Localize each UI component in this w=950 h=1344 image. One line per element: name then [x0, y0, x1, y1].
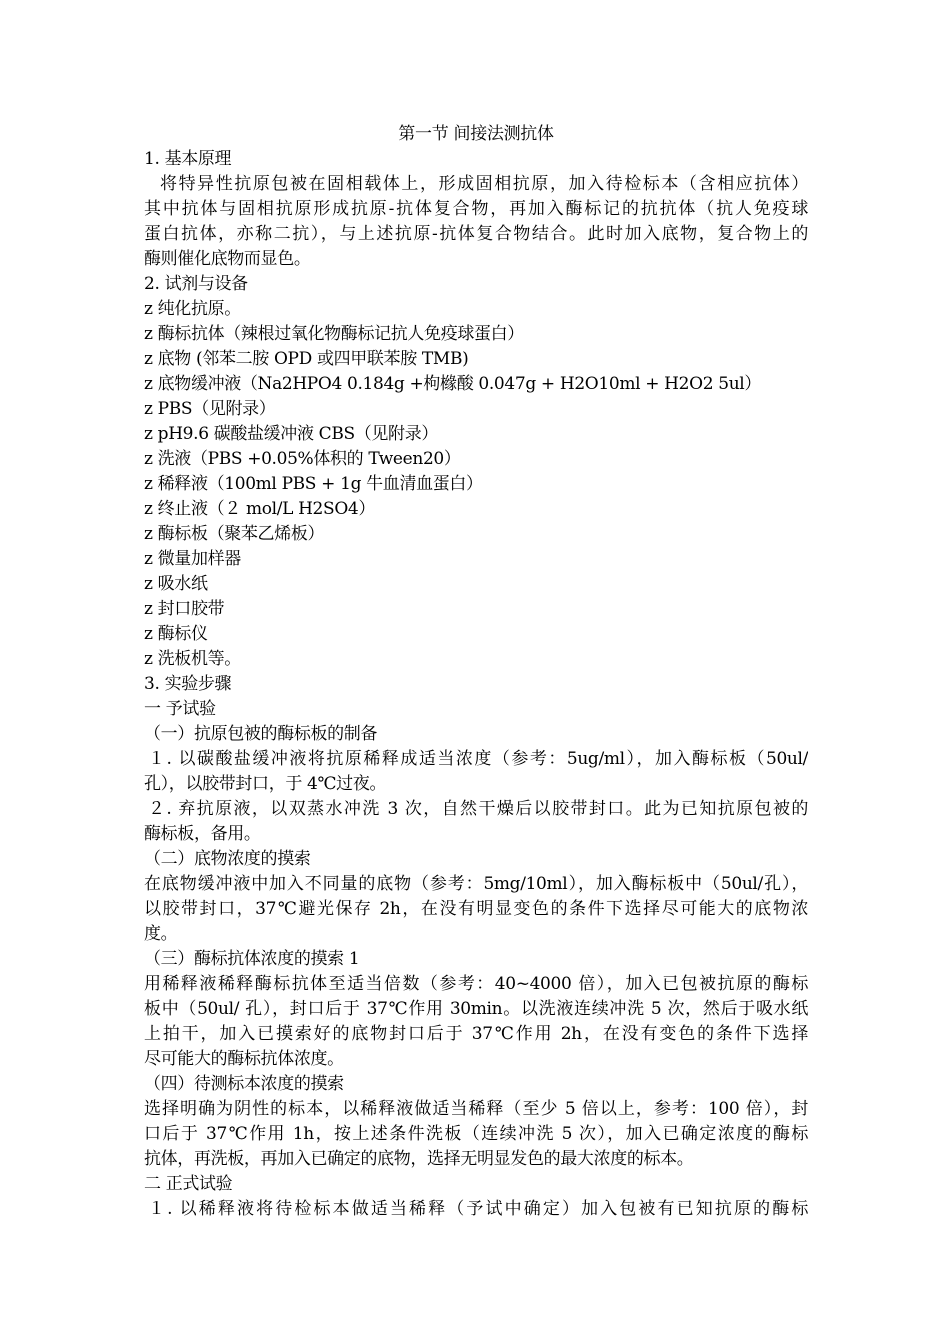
text-line: 孔），以胶带封口，于 4℃过夜。: [144, 774, 387, 794]
text-line: 酶则催化底物而显色。: [144, 249, 311, 269]
text-line: z 洗板机等。: [144, 649, 241, 669]
text-line: 一 予试验: [144, 699, 216, 719]
text-line: 2. 试剂与设备: [144, 274, 248, 294]
text-line: ２. 弃抗原液，以双蒸水冲洗 3 次，自然干燥后以胶带封口。此为已知抗原包被的: [148, 799, 808, 819]
text-line: 在底物缓冲液中加入不同量的底物（参考：5mg/10ml），加入酶标板中（50ul/孔），: [144, 874, 808, 894]
text-line: 二 正式试验: [144, 1174, 233, 1194]
text-line: z 封口胶带: [144, 599, 225, 619]
text-line: 1. 基本原理: [144, 149, 232, 169]
text-line: １. 以碳酸盐缓冲液将抗原稀释成适当浓度（参考：5ug/ml），加入酶标板（50ul/: [148, 749, 808, 769]
text-line: z 微量加样器: [144, 549, 241, 569]
text-line: 以胶带封口，37℃避光保存 2h，在没有明显变色的条件下选择尽可能大的底物浓: [144, 899, 808, 919]
text-line: （四）待测标本浓度的摸索: [144, 1074, 344, 1094]
document-title: 第一节 间接法测抗体: [398, 124, 554, 144]
text-line: z PBS（见附录）: [144, 399, 276, 419]
text-line: 板中（50ul/ 孔），封口后于 37℃作用 30min。以洗液连续冲洗 5 次，然后于吸水纸: [144, 999, 808, 1019]
text-line: z 酶标板（聚苯乙烯板）: [144, 524, 325, 544]
text-line: （二）底物浓度的摸索: [144, 849, 311, 869]
text-line: z 酶标仪: [144, 624, 208, 644]
text-line: 3. 实验步骤: [144, 674, 232, 694]
text-line: z 稀释液（100ml PBS + 1g 牛血清血蛋白）: [144, 474, 483, 494]
text-line: 上拍干，加入已摸索好的底物封口后于 37℃作用 2h，在没有变色的条件下选择: [144, 1024, 808, 1044]
text-line: 蛋白抗体，亦称二抗），与上述抗原-抗体复合物结合。此时加入底物，复合物上的: [144, 224, 808, 244]
text-line: z 酶标抗体（辣根过氧化物酶标记抗人免疫球蛋白）: [144, 324, 524, 344]
text-line: 尽可能大的酶标抗体浓度。: [144, 1049, 344, 1069]
text-line: 其中抗体与固相抗原形成抗原-抗体复合物，再加入酶标记的抗抗体（抗人免疫球: [144, 199, 808, 219]
text-line: z 吸水纸: [144, 574, 208, 594]
text-line: 度。: [144, 924, 178, 944]
text-line: z 底物 (邻苯二胺 OPD 或四甲联苯胺 TMB): [144, 349, 469, 369]
text-line: 选择明确为阴性的标本，以稀释液做适当稀释（至少 5 倍以上，参考：100 倍），封: [144, 1099, 808, 1119]
text-line: z 终止液（２ mol/L H2SO4）: [144, 499, 376, 519]
document-body: [144, 147, 808, 1222]
text-line: 将特异性抗原包被在固相载体上，形成固相抗原，加入待检标本（含相应抗体）: [160, 174, 808, 194]
text-line: 酶标板，备用。: [144, 824, 261, 844]
document-page: [144, 122, 808, 1222]
text-line: z pH9.6 碳酸盐缓冲液 CBS（见附录）: [144, 424, 439, 444]
text-line: z 底物缓冲液（Na2HPO4 0.184g +枸橼酸 0.047g + H2O10ml + H2O2 5ul）: [144, 374, 762, 394]
text-line: z 洗液（PBS +0.05%体积的 Tween20）: [144, 449, 461, 469]
text-line: 口后于 37℃作用 1h，按上述条件洗板（连续冲洗 5 次），加入已确定浓度的酶标: [144, 1124, 808, 1144]
text-line: 抗体，再洗板，再加入已确定的底物，选择无明显发色的最大浓度的标本。: [144, 1149, 694, 1169]
text-line: １. 以稀释液将待检标本做适当稀释（予试中确定）加入包被有已知抗原的酶标: [148, 1199, 808, 1219]
text-line: z 纯化抗原。: [144, 299, 241, 319]
text-line: （三）酶标抗体浓度的摸索 1: [144, 949, 360, 969]
text-line: 用稀释液稀释酶标抗体至适当倍数（参考：40~4000 倍），加入已包被抗原的酶标: [144, 974, 808, 994]
text-line: （一）抗原包被的酶标板的制备: [144, 724, 378, 744]
